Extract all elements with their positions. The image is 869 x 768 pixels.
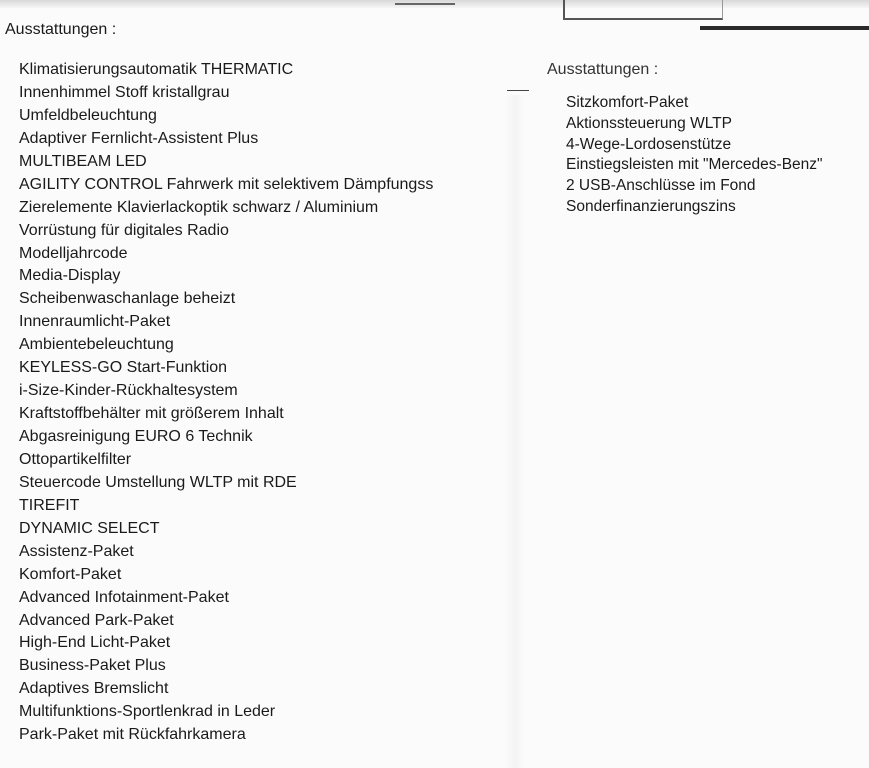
equipment-item: Innenraumlicht-Paket <box>19 313 171 331</box>
equipment-item: Business-Paket Plus <box>19 657 166 675</box>
equipment-item: Media-Display <box>19 267 121 285</box>
equipment-item: Advanced Infotainment-Paket <box>19 588 229 606</box>
equipment-item: TIREFIT <box>19 496 80 514</box>
scan-artifact <box>700 26 869 30</box>
equipment-item: Umfeldbeleuchtung <box>19 106 157 124</box>
paper-fold-shadow <box>505 95 525 768</box>
equipment-item: KEYLESS-GO Start-Funktion <box>19 359 228 377</box>
equipment-item: Vorrüstung für digitales Radio <box>19 221 229 239</box>
equipment-item: DYNAMIC SELECT <box>19 519 160 537</box>
equipment-item: MULTIBEAM LED <box>19 152 147 170</box>
equipment-item: 4-Wege-Lordosenstütze <box>566 135 732 153</box>
equipment-item: Adaptives Bremslicht <box>19 680 169 698</box>
scan-artifact <box>507 90 529 91</box>
equipment-item: Scheibenwaschanlage beheizt <box>19 290 236 308</box>
equipment-list-left <box>19 59 433 747</box>
equipment-list-right <box>566 93 823 218</box>
equipment-item: Sitzkomfort-Paket <box>566 94 689 111</box>
right-heading: Ausstattungen : <box>547 61 659 78</box>
equipment-item: Steuercode Umstellung WLTP mit RDE <box>19 473 297 491</box>
equipment-item: Einstiegsleisten mit "Mercedes-Benz" <box>566 156 823 174</box>
equipment-item: Ottopartikelfilter <box>19 450 132 468</box>
equipment-item: Abgasreinigung EURO 6 Technik <box>19 428 253 445</box>
equipment-item: Zierelemente Klavierlackoptik schwarz / Aluminium <box>19 198 379 216</box>
equipment-item: AGILITY CONTROL Fahrwerk mit selektivem Dämpfungss <box>19 175 434 193</box>
equipment-item: Advanced Park-Paket <box>19 611 174 629</box>
equipment-item: Kraftstoffbehälter mit größerem Inhalt <box>19 405 284 423</box>
left-heading: Ausstattungen : <box>5 21 117 38</box>
equipment-item: Multifunktions-Sportlenkrad in Leder <box>19 703 276 721</box>
equipment-item: Klimatisierungsautomatik THERMATIC <box>19 61 294 78</box>
equipment-item: Aktionssteuerung WLTP <box>566 114 732 132</box>
scan-artifact <box>563 0 723 20</box>
equipment-item: Modelljahrcode <box>19 244 128 262</box>
equipment-item: Ambientebeleuchtung <box>19 336 174 354</box>
equipment-item: Adaptiver Fernlicht-Assistent Plus <box>19 129 259 147</box>
equipment-item: Assistenz-Paket <box>19 542 134 560</box>
equipment-item: High-End Licht-Paket <box>19 634 171 652</box>
equipment-item: i-Size-Kinder-Rückhaltesystem <box>19 382 238 400</box>
scan-artifact <box>395 3 455 5</box>
equipment-item: Sonderfinanzierungszins <box>566 197 736 215</box>
equipment-item: Park-Paket mit Rückfahrkamera <box>19 726 246 744</box>
equipment-item: 2 USB-Anschlüsse im Fond <box>566 177 756 195</box>
equipment-item: Komfort-Paket <box>19 565 122 583</box>
equipment-item: Innenhimmel Stoff kristallgrau <box>19 83 230 101</box>
